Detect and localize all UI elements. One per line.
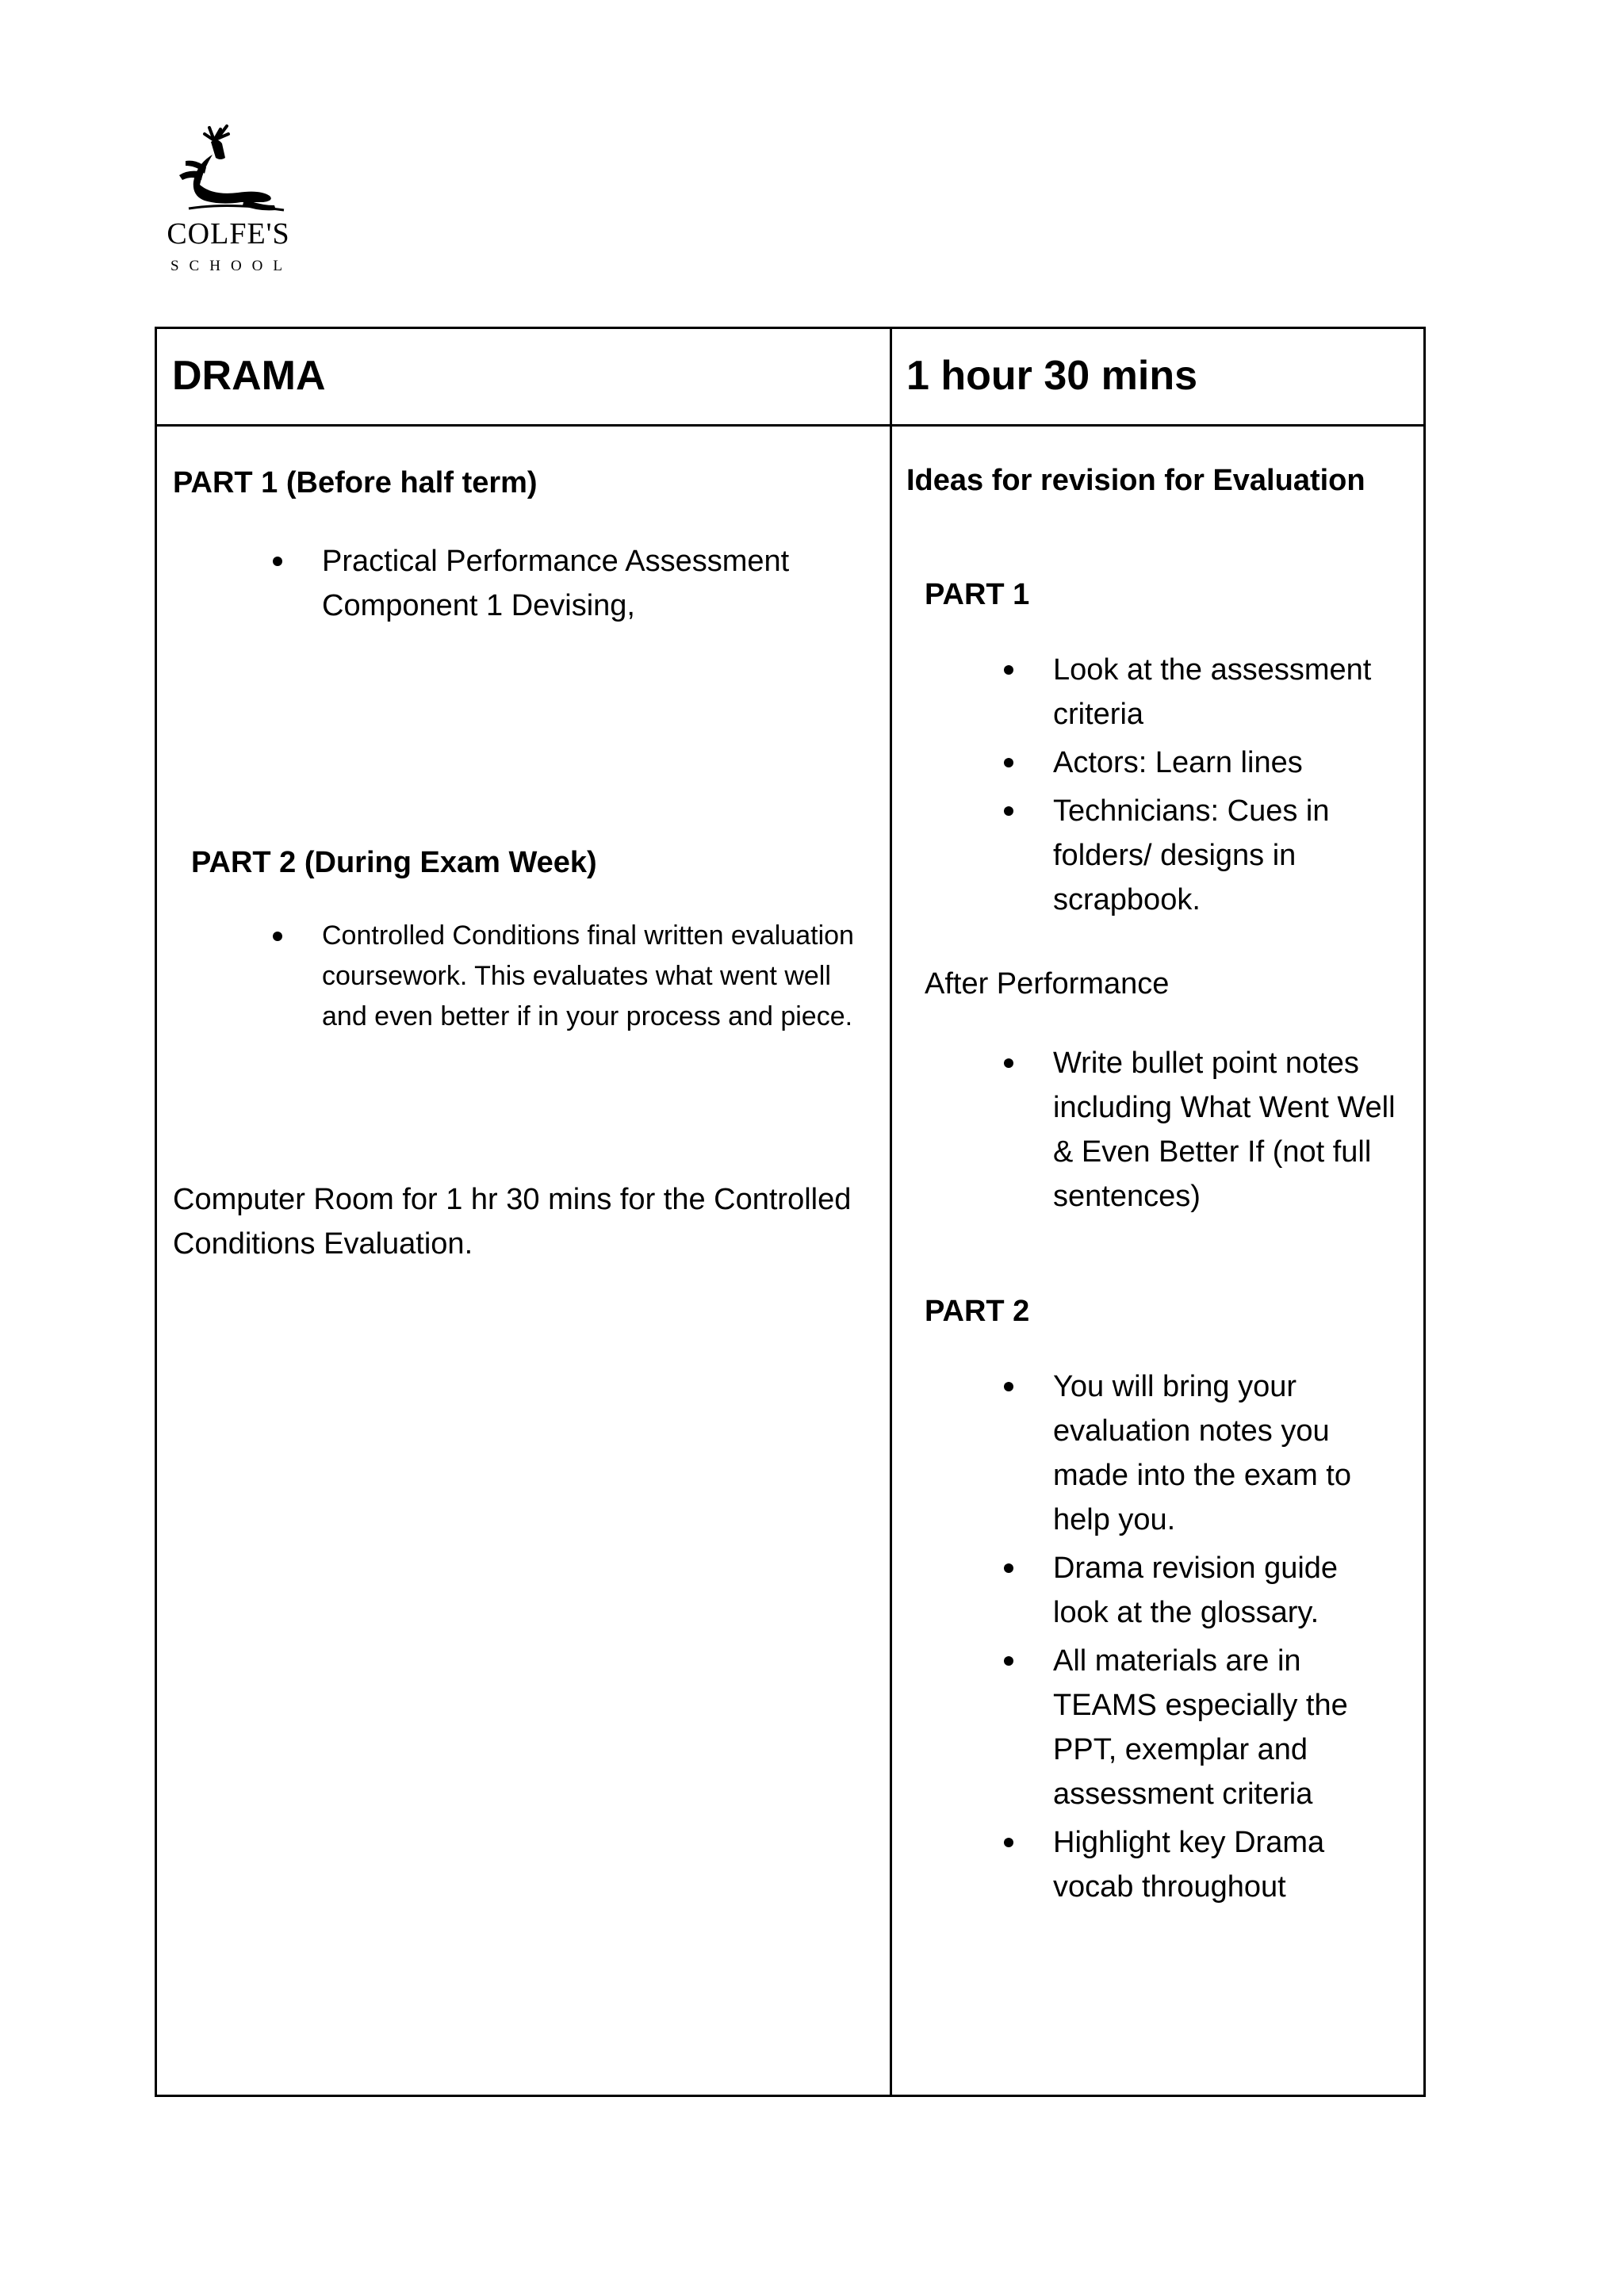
header-divider xyxy=(157,424,1423,427)
list-item: Practical Performance Assessment Component 1 Devising, xyxy=(273,539,796,628)
list-item: Actors: Learn lines xyxy=(1004,740,1400,785)
right-part1-heading: PART 1 xyxy=(925,578,1030,611)
right-part1-list xyxy=(1004,648,1400,922)
left-part1-list xyxy=(273,539,796,628)
after-performance-label: After Performance xyxy=(925,967,1170,1001)
right-heading: Ideas for revision for Evaluation xyxy=(906,464,1365,497)
list-item: You will bring your evaluation notes you made into the exam to help you. xyxy=(1004,1364,1400,1542)
left-part2-list xyxy=(273,916,875,1037)
school-logo xyxy=(165,123,300,281)
after-performance-list xyxy=(1004,1041,1400,1219)
room-note: Computer Room for 1 hr 30 mins for the Controlled Conditions Evaluation. xyxy=(173,1183,852,1261)
logo-name: COLFE'S xyxy=(167,217,290,251)
left-part1-heading: PART 1 (Before half term) xyxy=(173,466,538,499)
left-part2-heading: PART 2 (During Exam Week) xyxy=(191,846,597,879)
right-part2-list xyxy=(1004,1364,1400,1909)
duration-title: 1 hour 30 mins xyxy=(906,353,1197,399)
list-item: Controlled Conditions final written evaluation coursework. This evaluates what went well and even better if in your process and piece. xyxy=(273,916,875,1037)
list-item: Write bullet point notes including What Went Well & Even Better If (not full sentences) xyxy=(1004,1041,1400,1219)
logo-subtitle: SCHOOL xyxy=(170,258,293,274)
revision-table xyxy=(155,327,1426,2097)
right-part2-heading: PART 2 xyxy=(925,1295,1030,1328)
subject-title: DRAMA xyxy=(172,353,326,399)
list-item: Highlight key Drama vocab throughout xyxy=(1004,1820,1400,1909)
list-item: Drama revision guide look at the glossary. xyxy=(1004,1546,1400,1635)
list-item: Technicians: Cues in folders/ designs in scrapbook. xyxy=(1004,789,1400,922)
leaping-stag-icon xyxy=(165,123,292,214)
list-item: All materials are in TEAMS especially the PPT, exemplar and assessment criteria xyxy=(1004,1639,1400,1816)
list-item: Look at the assessment criteria xyxy=(1004,648,1400,737)
column-divider xyxy=(890,329,892,2095)
